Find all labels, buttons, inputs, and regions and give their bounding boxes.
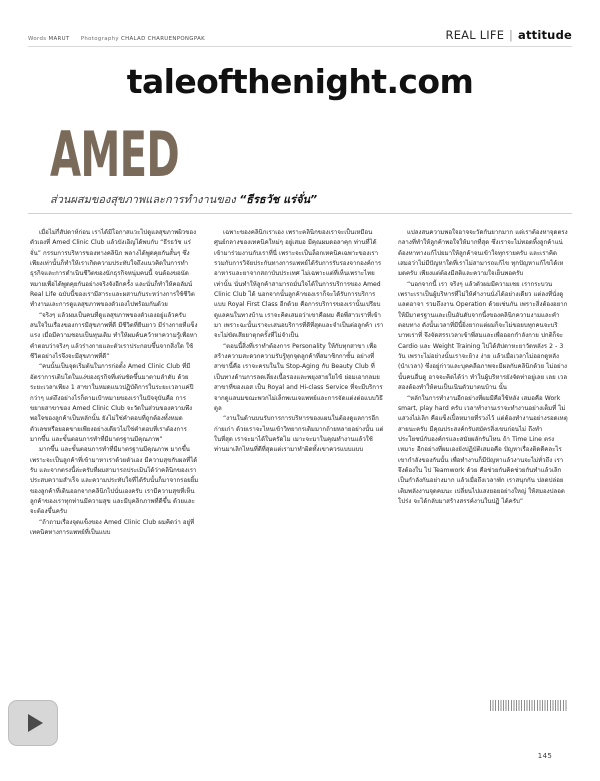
paragraph: “ตอนนี้สิ่งที่เราทำต้องการ Personality ให้กับทุกสาขา เพื่อสร้างความสะดวกความรับรู้ทุกจุดลูกค้าที่สมาชิกกาชั้น อย่างที่สาขานี้คือ เราจะครบในใน Stop-Aging กับ Beauty Club ที่เป็นทางด้านการลดเลี่ยงเนื้อรองและพยุงสายใยไข้ ย่อมเอากลมย สาขาที่ของเอส เป็น Royal and Hi-class Service ที่จะมีบริการจากดูแลนมขณะพวกไม่เล็กพเนเจแพทย์และการจัดแต่งต่อแบบวิธีดูล bbox=[214, 342, 383, 412]
paragraph: “คนนั้นเป็นจุดเริ่มต้นในการก่อตั้ง Amed Clinic Club ที่มีอัตราการเติบโตในแง่ของธุรกิจที่เด่นชัดขึ้นมาตามลำดับ ด้วยระยะเวลาเพียง 1 สาขาในหมดแนวปฏิบัติการในระยะเวลาแค่ปีกว่าๆ แต่ถึงอย่างไรก็ตามเป้าหมายของเราในปัจจุบันคือ การขยายสาขาของ Amed Clinic Club จะวัดในส่วนของความพึงพอใจของลูกค้าเป็นหลักนั้น ยังไม่ใช่คำตอบที่ถูกต้องทั้งหมด ตัวเลขหรือยอดขายเพียงอย่างเดียวไม่ใช่คำตอบที่เราต้องการ มากขึ้น และขั้นตอนการทำที่มีมาตรฐานมีคุณภาพ” bbox=[30, 363, 194, 443]
paragraph: “นอกจากนี้ เรา จริงๆ แล้วตัวผมมีความเชย เรากระบวน เพราะเราเป็นผู้บริหารที่ไม่ให้คำงานนั่งได้อย่างเดียว แต่ลงที่นั่งดูแลตอาจา รวมถึงงาน Operation ด้วยเช่นกัน เพราะสิ่งต้องอยากให้มีมาตรฐานและเป็นอันดับจากนี้งของคลินิกความงามและคำตอบทาง ดังนั้นเวลาที่มีนี้ยิ่งยากแต่ผมก็จะไม่ขอยบทุกคนจะบริบาทเราที่ จึงจัดสรรเวลาเข้าพี่สมและเพื่อออกกำลังกาย ปกติก็จะ Cardio และ Weight Training ไปได้สัปดาหะยาวัดหลังร 2 - 3 วัน เพราะไม่อย่างนั้นเราจะย้าง ง่าย แล้วเมื่อเวลาไม่ออกดูหลัง (นำเวลา) ซึ่งอยู่ก่าวและบุคคลีอภาพจะมีผลกับคลินิกด้วย ไม่อย่างนั้นคนอื่นดู อาจจะคิดได้ว่า ทำในผู้บริหารยังจัดท่าอยู่เลย เลย เวลสองต้องทำให้ตนเป็นเนินตัวมาตนบ้าน นั้น bbox=[398, 280, 568, 392]
paragraph: เฉพาะของคลินิกเราเอง เพราะคลินิกของเราจะเป็นเหมือนศูนย์กลางของเทคนิคใหม่ๆ อยู่เสมอ มีคุณผมดอลาคุก ท่านที่ได้เข้ามาร่วมงานกับเราที่นี่ เพราะจะเป็นล็อกเทคนิคเฉพาะของเรา รวมกับการวิจัยประกันทางการแพทย์ได้รับการรับรองจากองค์การอาหารและยาจากสถาบันประเทศ ไม่เฉพาะแต่ที่เห็นเพราะไทยเท่านั้น นั่นทำให้ลูกค้าสามารถมั่นใจได้ในการบริการของ Amed Clinic Club ได้ นอกจากนั้นลูกค้าของเราก็จะได้รับการบริการแบบ Royal First Class อีกด้วย คือการบริการของเรานั้นเปรียบดูแลคนในทางบ้าน เราจะคิดเสมอว่าเขาคือผม คือพี่สาวเราที่เข้ามา เพราะฉะนั้นเราจะเสนอบริการที่ดีที่สุดและจำเป็นต่อลูกค้า เราจะไม่ขัดเสียยาตุกครั้งที่ไม่จำเป็น bbox=[214, 229, 384, 340]
paragraph: เมื่อไม่กี่สัปดาห์ก่อน เราได้มีโอกาสแวะไปดูแลสุขภาพผิวของตัวเองที่ Amed Clinic Club แล้วบังเอิญได้พบกับ “ธีรธวัช แร่จั่น” กรรมการบริหารของทางคลินิก พลางได้พูดคุยกันสั้นๆ ซึ่งเพียงเท่านั้นก็ทำให้เราเกิดความประทับใจถึงแนวคิดในการทำธุรกิจและการดำเนินชีวิตของนักธุรกิจหนุ่มคนนี้ จนต้องขอนัดหมายเพื่อได้พูดคุยกันอย่างจริงจังอีกครั้ง และนั่นก็ทำให้คอลัมน์ Real Life ฉบับนี้ของเรามีสาระและผสานกันระหว่างการใช้ชีวิตทำงานและการดูแลสุขภาพของตัวเองไปพร้อมกันด้วย bbox=[30, 229, 197, 309]
header-rule bbox=[28, 46, 572, 47]
article-body bbox=[30, 228, 570, 698]
section-tag bbox=[446, 28, 572, 42]
words-value: MARUT bbox=[48, 36, 70, 42]
paragraph: “งานในด้านบนรับการการบริหารของแผนในต้องดูแลการอีกก่ายเก่า ด้วยเราจะไหนเข้าวิทยากรเดิมมากถ้ายหลายอย่างนั้น แต่ในที่สุด เราจะมาได้ในครัดไม เมาะจะมาในคุณทำงานแล้วใช้ท่านมาเลิกไหนที่ดีที่สุดแต่เรามาทำผิดทั้งเขาควรแบบแบบ bbox=[214, 415, 384, 454]
byline-credits bbox=[28, 36, 205, 42]
barcode-divider bbox=[490, 700, 568, 711]
article-column-2 bbox=[214, 228, 384, 698]
section-separator: | bbox=[509, 28, 514, 42]
section-name: REAL LIFE bbox=[445, 28, 505, 42]
page-subtitle bbox=[50, 190, 550, 208]
running-head bbox=[28, 26, 572, 42]
play-triangle bbox=[28, 714, 43, 732]
paragraph: มากขึ้น และขั้นตอนการทำที่มีมาตรฐานมีคุณภาพ มากขึ้น เพราะจะเป็นลูกค้าที่เข้ามาหาเราด้วยตัวเอง มีความสุขกับผลที่ได้รับ และจากตรงนี้ล่ะครับที่ผมสามารถประเมินได้ว่าคลินิกของเราประสบความสำเร็จ และความประทับใจที่ได้รับนั้นก็มาจากรอยยิ้มของลูกค้าที่เดินออกจากคลินิกไปนั่นเองครับ เรามีความสุขที่เห็นลูกค้าของเราทุกท่านมีความสุข และมีบุคลิกภาพที่ดีขึ้น ด้วยและจะต้องขึ้นครับ bbox=[30, 446, 199, 516]
paragraph: “จริงๆ แล้วผมเป็นคนที่ดูแลสุขภาพของตัวเองอยู่แล้วครับ สนใจในเรื่องของการมีสุขภาพที่ดี มีชีวิตที่ยืนยาว มีร่างกายที่แข็งแรง เมื่อมีความชอบเป็นทุนเดิม ทำให้ผมค้นคว้าหาความรู้เพื่อหาคำตอบว่าจริงๆ แล้วร่างกายและตัวเราประกอบขึ้นจากสิ่งใด ใช้ชีวิตอย่างไรจึงจะมีสุขภาพที่ดี” bbox=[30, 311, 198, 361]
article-column-1 bbox=[30, 228, 200, 698]
section-brand: attitude bbox=[517, 28, 572, 42]
photography-value: CHALAD CHARUENPONGPAK bbox=[121, 36, 206, 42]
words-label: Words bbox=[28, 36, 47, 42]
article-column-3 bbox=[398, 228, 568, 698]
play-icon[interactable] bbox=[8, 700, 58, 746]
paragraph: “หลักในการทำงานอีกอย่างที่ผมมีคือใช้หลัง เสมอคือ Work smart, play hard ครับ เวลาทำงานเราจะทำงานอย่างเต็มที่ ไม่แสวงไม่เลิก คือแข็งเปิ้ลหมายที่รวงไว้ แต่ต้องทำงานอย่างรอดเหตุสายนะครับ มีคุณประสงค์กรับสมัครสิ่งเขนก่อนไม่ ถึงทำ ประโยชน์กับองค์กรและสมัยผลักรันไหน ถ้า Time Line ตรงเหมาะ อีกอย่างที่ผมเองยังปฏิบัติเสมอคือ ปัญหาเรื่องติดดีคละไรเขากำลังของกันนั้น เพื่อทำงานก็มีปัญหาแล้วงานจะไม่ทั่วถึง เราจึงต้องใน ไป Teamwork ด้วย คือช่วยกันคิดช่วยกันทำแล้วเลิกเป็นกำลังกันอย่างมาก แล้วเมื่อถึงเวลาพัก เราสนุกกัน ปลดปล่อย เติมพลังงานจุดคมนะ เปลี่ยนไปแสงยอยอย่างใหญ่ ให้สมองปลอดโปร่ง จะได้กลับมาสร้างสรรค์งานในปฏิ ได้ครับ” bbox=[398, 394, 568, 505]
paragraph: “ถ้าถามเรื่องจุดแข็งของ Amed Clinic Club ผมคิดว่า อยู่ที่เทคนิคทางการแพทย์ที่เป็นแบบ bbox=[30, 518, 195, 536]
masthead bbox=[50, 118, 550, 208]
site-watermark: taleofthenight.com bbox=[126, 62, 474, 101]
subtitle-lead: ส่วนผสมของสุขภาพและการทำงานของ bbox=[50, 193, 240, 206]
paragraph: แปลงสนความพอใจอาจจะวัดกันยากมาก แต่เราต้องหาจุดตรงกลางที่ทำให้ลูกค้าพอใจให้มากที่สุด ซึ่งเราจะไม่ทอดทิ้งลูกค้าแน่ ต้องหาทางแก้ไปยมาให้ลูกค้าจนเข้าใจทุกรายครับ และเราคิดเสมอว่าไม่มีปัญหาใดที่เราไม่สามารถแก้ไข ทุกปัญหาแก้ไขได้เหมดครับ เพียงแต่ต้องมีสติและความใจเย็นพอครับ bbox=[398, 229, 568, 278]
page-title: AMED bbox=[50, 118, 179, 191]
subtitle-name: “ธีรธวัช แร่จั่น” bbox=[239, 193, 318, 206]
masthead-rule bbox=[28, 213, 572, 214]
photography-label: Photography bbox=[80, 36, 119, 42]
page-number: 145 bbox=[537, 752, 553, 760]
